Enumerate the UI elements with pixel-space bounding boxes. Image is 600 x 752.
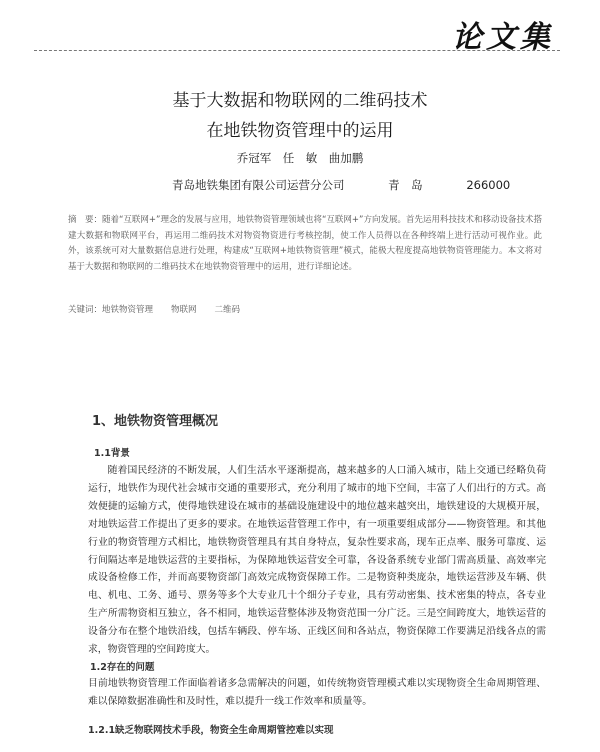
proceedings-label: 论文集 <box>452 20 554 55</box>
header-divider <box>34 50 560 51</box>
paragraph-background: 随着国民经济的不断发展，人们生活水平逐渐提高，越来越多的人口涌入城市，陆上交通已经略负荷运行，地铁作为现代社会城市交通的重要形式，充分利用了城市的地下空间，丰富了人们出行的方式。高效便捷的运输方式，使得地铁建设在城市的基础设施建设中的地位越来越突出，地铁建设的大规模开展，对地铁运营工作提出了更多的要求。在地铁运营管理工作中，有一项重要组成部分——物资管理。和其他行业的物资管理方式相比，地铁物资管理具有其自身特点，复杂性要求高，现车正点率、服务可靠度、运行间隔达率是地铁运营的主要指标，为保障地铁运营安全可靠，各设备系统专业部门需高质量、高效率完成设备检修工作，并而高要物资部门高效完成物资保障工作。二是物资种类庞杂，地铁运营涉及车辆、供电、机电、工务、通号、票务等多个大专业几十个细分子专业，具有劳动密集、技术密集的特点，各专业生产所需物资相互独立，各不相同，地铁运营整体涉及物资范围一分广泛。三是空间跨度大，地铁运营的设备分布在整个地铁沿线，包括车辆段、停车场、正线区间和各站点，物资保障工作要满足沿线各点的需求，物资管理的空间跨度大。 <box>88 465 546 656</box>
abstract: 摘 要：随着“互联网+”理念的发展与应用，地铁物资管理领域也将“互联网+”方向发展。首先运用科技技术和移动设备技术搭建大数据和物联网平台，再运用二维码技术对物资物资进行考核控制，使工作人员得以在各种终端上进行活动可视作业。此外，该系统可对大量数据信息进行处理，构建成“互联网+地铁物资管理”模式，能极大程度提高地铁物资管理能力。本文将对基于大数据和物联网的二维码技术在地铁物资管理中的运用，进行详细论述。 <box>68 215 542 272</box>
keywords-label: 关键词： <box>68 305 103 315</box>
subsection-heading: 1.1背景 <box>94 448 130 459</box>
section-heading: 1、地铁物资管理概况 <box>92 414 219 429</box>
authors: 乔冠军 任 敏 曲加鹏 <box>236 151 364 165</box>
affiliation-postcode: 266000 <box>466 178 511 192</box>
affiliation-city: 青 岛 <box>388 178 423 192</box>
title-line-2: 在地铁物资管理中的运用 <box>206 121 394 141</box>
keyword: 物联网 <box>171 305 197 315</box>
subsection-heading: 1.2存在的问题 <box>90 662 155 673</box>
paragraph-problems: 目前地铁物资管理工作面临着诸多急需解决的问题，如传统物资管理模式难以实现物资全生命周期管理、难以保障数据准确性和及时性，难以提升一线工作效率和质量等。 <box>88 678 546 707</box>
keywords <box>68 303 258 315</box>
keyword: 地铁物资管理 <box>102 305 154 315</box>
keyword: 二维码 <box>214 305 241 315</box>
affiliation <box>172 177 550 193</box>
affiliation-org: 青岛地铁集团有限公司运营分公司 <box>172 178 345 192</box>
title-line-1: 基于大数据和物联网的二维码技术 <box>172 91 428 111</box>
subsection-heading: 1.2.1缺乏物联网技术手段，物资全生命周期管控难以实现 <box>88 725 334 736</box>
